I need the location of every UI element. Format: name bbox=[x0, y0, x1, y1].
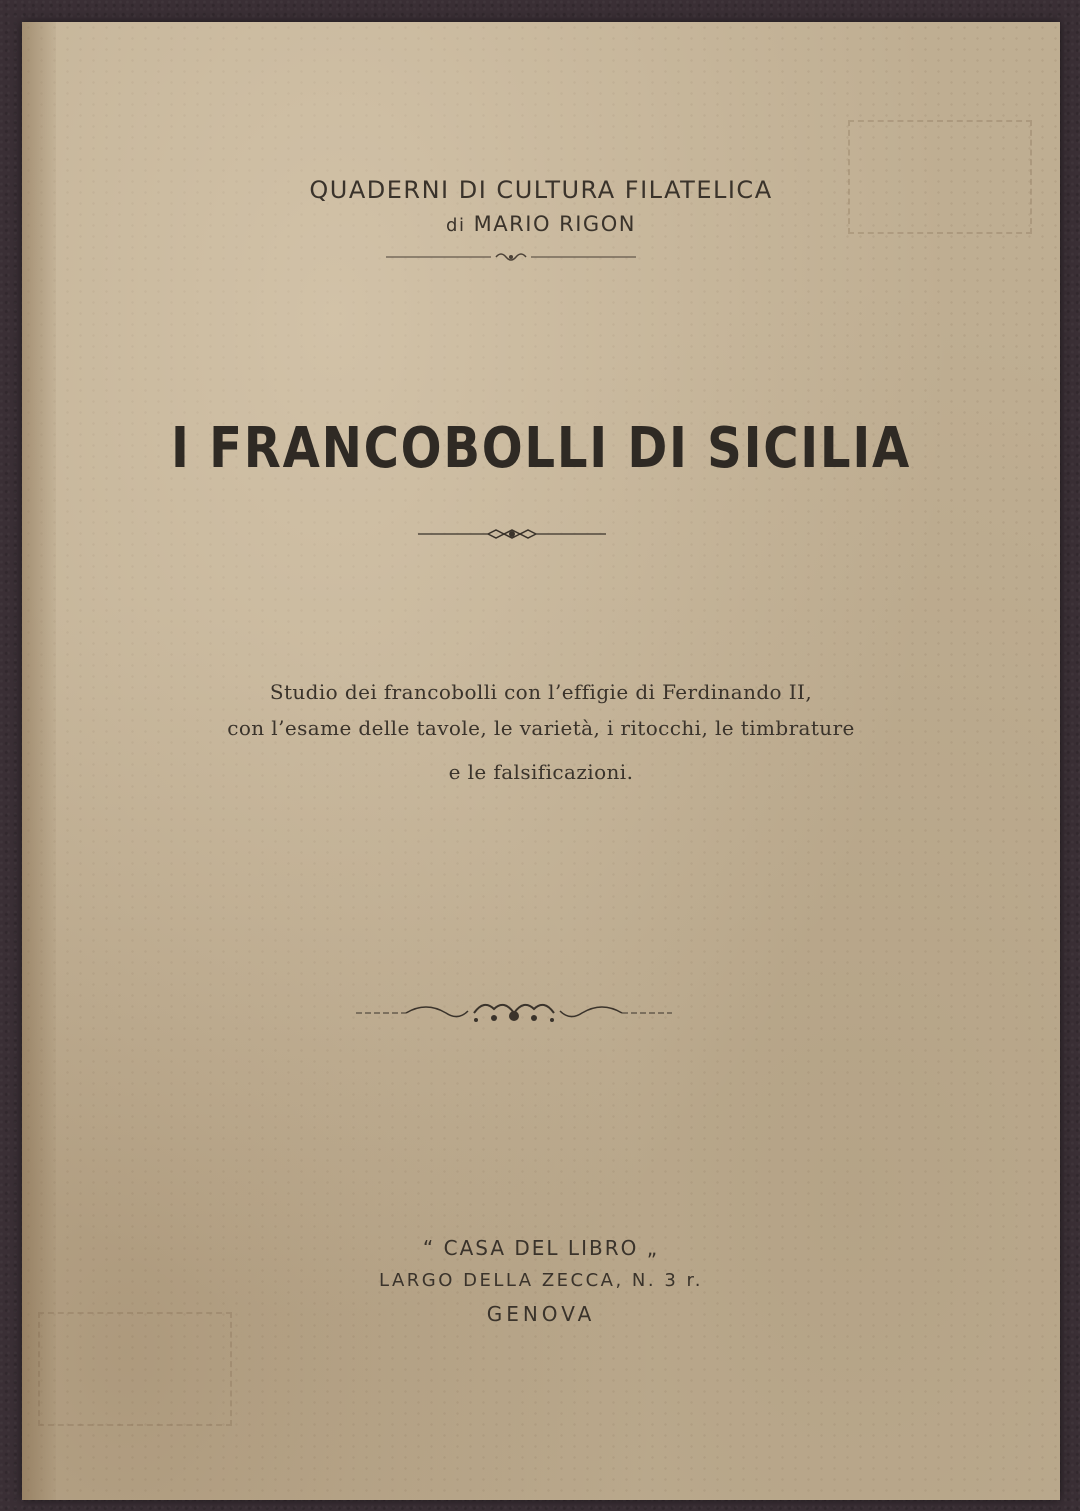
author-prefix: di bbox=[446, 215, 466, 236]
publisher-city: GENOVA bbox=[486, 1302, 596, 1326]
subtitle-line-3: e le falsificazioni. bbox=[448, 760, 634, 784]
subtitle-line-2: con l’esame delle tavole, le varietà, i ritocchi, le timbrature bbox=[227, 716, 855, 740]
author-line bbox=[22, 212, 1060, 236]
booklet-cover bbox=[22, 22, 1060, 1500]
publisher-name: “ CASA DEL LIBRO „ bbox=[422, 1236, 660, 1260]
author-name: MARIO RIGON bbox=[473, 212, 636, 236]
series-title: QUADERNI DI CULTURA FILATELICA bbox=[309, 176, 773, 204]
book-title: I FRANCOBOLLI DI SICILIA bbox=[171, 416, 911, 481]
ornament-rule-top bbox=[386, 250, 636, 264]
subtitle-line-1: Studio dei francobolli con l’effigie di Ferdinando II, bbox=[269, 680, 813, 704]
ornament-vignette bbox=[356, 996, 672, 1030]
publisher-address: LARGO DELLA ZECCA, N. 3 r. bbox=[379, 1270, 703, 1291]
stamp-stain-bottom-left bbox=[38, 1312, 232, 1426]
ornament-rule-middle bbox=[418, 526, 606, 542]
